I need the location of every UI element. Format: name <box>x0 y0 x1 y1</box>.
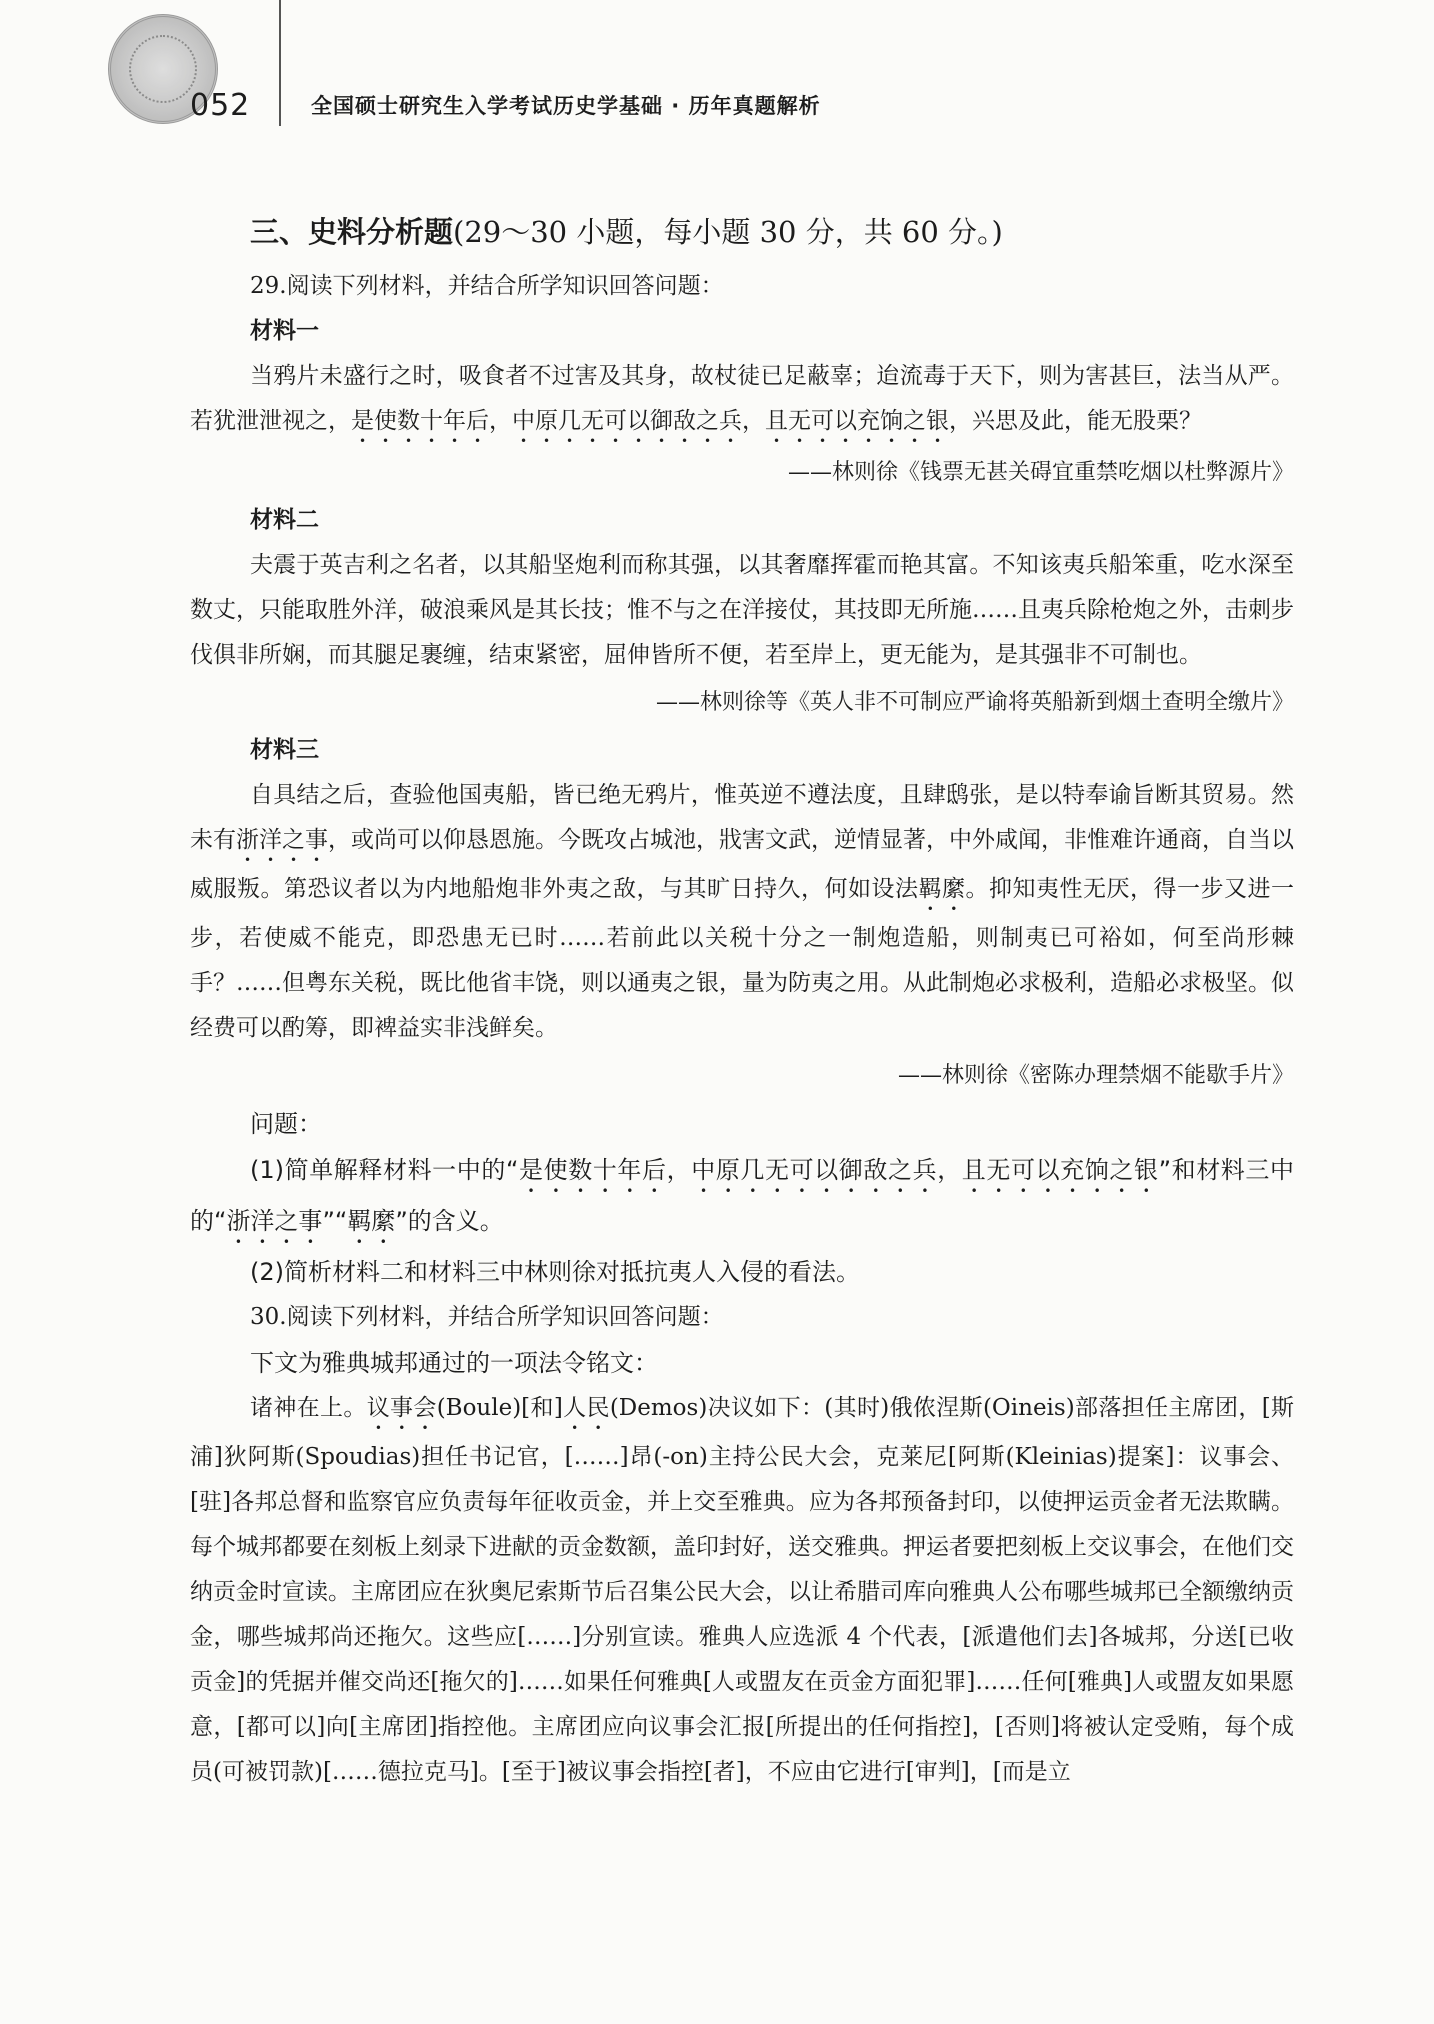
q30-inscription-text: 诸神在上。议事会(Boule)[和]人民(Demos)决议如下：(其时)俄侬涅斯(Oineis)部落担任主席团，[斯浦]狄阿斯(Spoudias)担任书记官，[……]昂(-on)主持公民大会，克莱尼[阿斯(Kleinias)提案]：议事会、[驻]各邦总督和监察官应负责每年征收贡金，并上交至雅典。应为各邦预备封印，以使押运贡金者无法欺瞒。每个城邦都要在刻板上刻录下进献的贡金数额，盖印封好，送交雅典。押运者要把刻板上交议事会，在他们交纳贡金时宣读。主席团应在狄奥尼索斯节后召集公民大会，以让希腊司库向雅典人公布哪些城邦已全额缴纳贡金，哪些城邦尚还拖欠。这些应[……]分别宣读。雅典人应选派 4 个代表，[派遣他们去]各城邦，分送[已收贡金]的凭据并催交尚还[拖欠的]……如果任何雅典[人或盟友在贡金方面犯罪]……任何[雅典]人或盟友如果愿意，[都可以]向[主席团]指控他。主席团应向议事会汇报[所提出的任何指控]，[否则]将被认定受贿，每个成员(可被罚款)[……德拉克马]。[至于]被议事会指控[者]，不应由它进行[审判]，[而是立 <box>190 1395 1295 1785</box>
material-3-source: ——林则徐《密陈办理禁烟不能歇手片》 <box>897 1063 1294 1088</box>
material-3-text: 自具结之后，查验他国夷船，皆已绝无鸦片，惟英逆不遵法度，且肆鸱张，是以特奉谕旨断其贸易。然未有浙洋之事，或尚可以仰恳恩施。今既攻占城池，戕害文武，逆情显著，中外咸闻，非惟难许通商，自当以威服叛。第恐议者以为内地船炮非外夷之敌，与其旷日持久，何如设法羁縻。抑知夷性无厌，得一步又进一步，若使威不能克，即恐患无已时……若前此以关税十分之一制炮造船，则制夷已可裕如，何至尚形棘手？……但粤东关税，既比他省丰饶，则以通夷之银，量为防夷之用。从此制炮必求极利，造船必求极坚。似经费可以酌筹，即裨益实非浅鲜矣。 <box>190 782 1294 1041</box>
question-2: (2)简析材料二和材料三中林则徐对抵抗夷人入侵的看法。 <box>250 1258 860 1286</box>
question-label: 问题： <box>250 1110 322 1138</box>
material-1-source: ——林则徐《钱票无甚关碍宜重禁吃烟以杜弊源片》 <box>787 460 1294 485</box>
material-2-label: 材料二 <box>250 507 319 533</box>
page-content <box>190 200 1294 1795</box>
material-1-label: 材料一 <box>250 318 319 344</box>
section-title: 三、史料分析题(29～30 小题，每小题 30 分，共 60 分。) <box>250 215 1003 249</box>
material-1-text: 当鸦片未盛行之时，吸食者不过害及其身，故杖徒已足蔽辜；迨流毒于天下，则为害甚巨，法当从严。若犹泄泄视之，是使数十年后，中原几无可以御敌之兵，且无可以充饷之银，兴思及此，能无股栗？ <box>190 363 1294 434</box>
q29-intro: 29.阅读下列材料，并结合所学知识回答问题： <box>250 273 724 299</box>
question-1: (1)简单解释材料一中的“是使数十年后，中原几无可以御敌之兵，且无可以充饷之银”和材料三中的“浙洋之事”“羁縻”的含义。 <box>190 1156 1295 1235</box>
q30-lead: 下文为雅典城邦通过的一项法令铭文： <box>250 1349 658 1377</box>
material-3-label: 材料三 <box>250 737 319 763</box>
running-title: 全国硕士研究生入学考试历史学基础 · 历年真题解析 <box>311 94 821 118</box>
material-2-text: 夫震于英吉利之名者，以其船坚炮利而称其强，以其奢靡挥霍而艳其富。不知该夷兵船笨重，吃水深至数丈，只能取胜外洋，破浪乘风是其长技；惟不与之在洋接仗，其技即无所施……且夷兵除枪炮之外，击刺步伐俱非所娴，而其腿足裹缠，结束紧密，屈伸皆所不便，若至岸上，更无能为，是其强非不可制也。 <box>190 552 1294 668</box>
page-number: 052 <box>190 88 251 123</box>
material-2-source: ——林则徐等《英人非不可制应严谕将英船新到烟土查明全缴片》 <box>655 690 1294 715</box>
q30-intro: 30.阅读下列材料，并结合所学知识回答问题： <box>250 1304 724 1330</box>
header-divider <box>279 0 281 126</box>
